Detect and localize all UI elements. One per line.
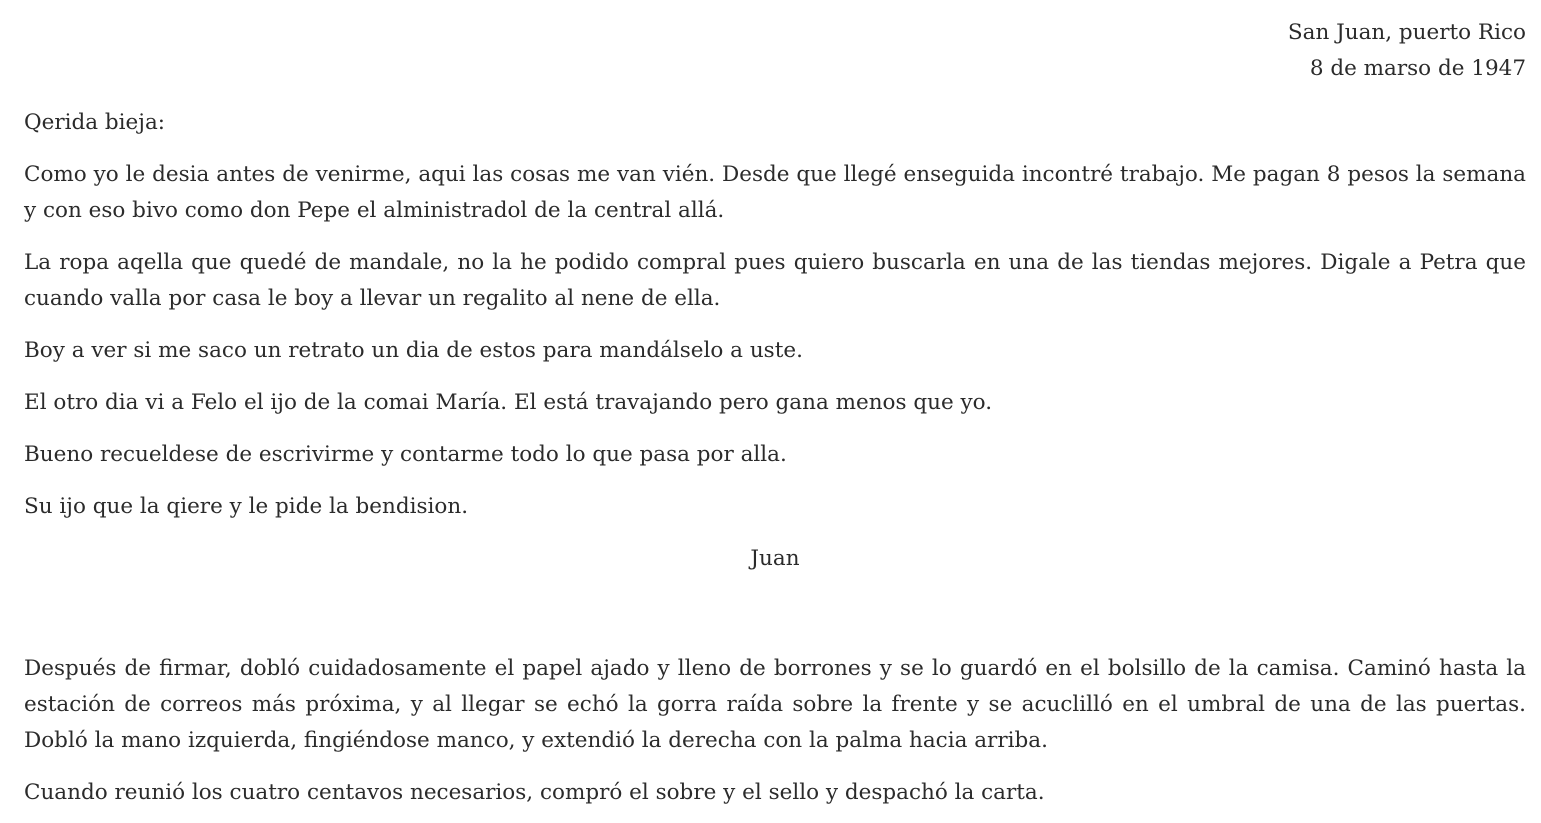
narrative-section xyxy=(24,651,1526,811)
letter-header xyxy=(24,15,1526,87)
letter-paragraph: Bueno recueldese de escrivirme y contarme todo lo que pasa por alla. xyxy=(24,442,787,467)
letter-date: 8 de marso de 1947 xyxy=(1309,56,1526,81)
narrative-paragraph: Cuando reunió los cuatro centavos necesarios, compró el sobre y el sello y despachó la carta. xyxy=(24,780,1045,805)
narrative-paragraph: Después de firmar, dobló cuidadosamente el papel ajado y lleno de borrones y se lo guardó en el bolsillo de la camisa. Caminó hasta la estación de correos más próxima, y al llegar se echó la gorra raída sobre la frente y se acuclilló en el umbral de una de las puertas. Dobló la mano izquierda, fingiéndose manco, y extendió la derecha con la palma hacia arriba. xyxy=(24,656,1526,753)
letter-paragraph: La ropa aqella que quedé de mandale, no la he podido compral pues quiero buscarla en una de las tiendas mejores. Digale a Petra que cuando valla por casa le boy a llevar un regalito al nene de ella. xyxy=(24,250,1526,311)
letter-paragraph: Como yo le desia antes de venirme, aqui las cosas me van vién. Desde que llegé enseguida incontré trabajo. Me pagan 8 pesos la semana y con eso bivo como don Pepe el alministradol de la central allá. xyxy=(24,162,1526,223)
letter-place: San Juan, puerto Rico xyxy=(1287,20,1526,45)
letter-paragraph: Boy a ver si me saco un retrato un dia de estos para mandálselo a uste. xyxy=(24,338,803,363)
letter-salutation: Qerida bieja: xyxy=(24,110,166,135)
letter-signature: Juan xyxy=(750,546,800,571)
letter-paragraph: El otro dia vi a Felo el ijo de la comai María. El está travajando pero gana menos que yo. xyxy=(24,390,993,415)
letter-paragraph: Su ijo que la qiere y le pide la bendision. xyxy=(24,494,469,519)
